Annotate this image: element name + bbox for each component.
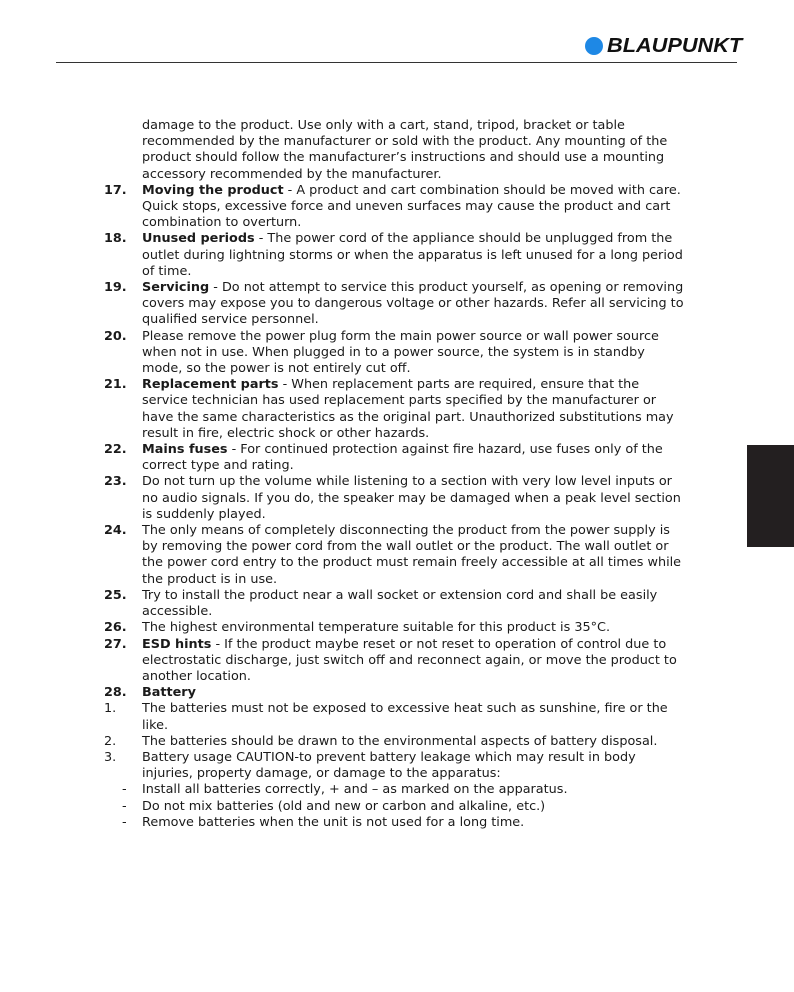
item-body: - When replacement parts are required, ensure that the service technician has used replacement parts specified by the manufacturer or have the same characteristics as the original part. Unauthorized substitutions may result in fire, electric shock or other hazards. — [142, 377, 674, 441]
battery-list-item — [104, 701, 684, 733]
item-text — [142, 442, 684, 474]
item-body: Please remove the power plug form the main power source or wall power source when not in use. When plugged in to a power source, the system is in standby mode, so the power is not entirely cut off. — [142, 328, 659, 377]
item-number: 26. — [104, 620, 127, 636]
dash-bullet: - — [122, 798, 127, 814]
list-item — [104, 685, 684, 701]
section-tab-marker — [747, 445, 794, 547]
item-number: 18. — [104, 231, 127, 247]
dash-item-text: Do not mix batteries (old and new or carbon and alkaline, etc.) — [142, 798, 546, 814]
item-title: Battery — [142, 685, 196, 701]
battery-item-text: The batteries should be drawn to the environmental aspects of battery disposal. — [142, 733, 658, 749]
dash-list-item — [104, 799, 684, 815]
item-number: 19. — [104, 280, 127, 296]
brand-name: BLAUPUNKT — [607, 34, 743, 57]
item-text — [142, 620, 684, 636]
item-text — [142, 588, 684, 620]
instructions-body — [104, 118, 684, 831]
continuation-paragraph: damage to the product. Use only with a cart, stand, tripod, bracket or table recommended by the manufacturer or sold with the product. Any mounting of the product should follow the manufacturer’s instructions and should use a mounting accessory recommended by the manufacturer. — [142, 118, 668, 182]
battery-item-number: 2. — [104, 733, 117, 749]
list-item — [104, 183, 684, 232]
item-number: 17. — [104, 182, 127, 198]
item-text — [142, 474, 684, 523]
item-number: 20. — [104, 328, 127, 344]
page-header — [56, 28, 743, 63]
item-text — [142, 183, 684, 232]
item-number: 22. — [104, 442, 127, 458]
item-title: Mains fuses — [142, 442, 228, 458]
dash-list-item — [104, 815, 684, 831]
dash-item-text: Install all batteries correctly, + and – as marked on the apparatus. — [142, 782, 568, 798]
item-number: 21. — [104, 377, 127, 393]
item-text — [142, 280, 684, 329]
item-number: 23. — [104, 474, 127, 490]
list-item — [104, 377, 684, 442]
list-item — [104, 280, 684, 329]
item-title: Moving the product — [142, 182, 284, 198]
list-item — [104, 620, 684, 636]
item-text — [142, 231, 684, 280]
battery-list-item — [104, 734, 684, 750]
item-number: 28. — [104, 685, 127, 701]
list-item — [104, 442, 684, 474]
item-body: - A product and cart combination should be moved with care. Quick stops, excessive force and uneven surfaces may cause the product and cart combination to overturn. — [142, 182, 681, 231]
list-item — [104, 588, 684, 620]
dash-item-text: Remove batteries when the unit is not used for a long time. — [142, 814, 525, 830]
item-text — [142, 377, 684, 442]
battery-item-text: Battery usage CAUTION-to prevent battery leakage which may result in body injuries, property damage, or damage to the apparatus: — [142, 749, 636, 782]
item-title: Servicing — [142, 280, 210, 296]
item-text — [142, 523, 684, 588]
item-number: 27. — [104, 636, 127, 652]
item-body: - For continued protection against fire hazard, use fuses only of the correct type and rating. — [142, 442, 663, 474]
item-title: ESD hints — [142, 636, 212, 652]
list-item — [104, 523, 684, 588]
item-text — [142, 637, 684, 686]
item-number: 24. — [104, 523, 127, 539]
battery-list — [104, 701, 684, 782]
battery-item-number: 3. — [104, 749, 117, 765]
battery-list-item — [104, 750, 684, 782]
battery-dash-list — [104, 782, 684, 831]
item-title: Unused periods — [142, 231, 255, 247]
item-body: - The power cord of the appliance should be unplugged from the outlet during lightning storms or when the apparatus is left unused for a long period of time. — [142, 231, 683, 279]
item-text — [142, 685, 684, 701]
item-number: 25. — [104, 587, 127, 603]
list-item — [104, 474, 684, 523]
battery-item-number: 1. — [104, 701, 117, 717]
brand-logo — [585, 34, 743, 58]
list-item — [104, 329, 684, 378]
dash-bullet: - — [122, 814, 127, 830]
item-body: - If the product maybe reset or not reset to operation of control due to electrostatic discharge, just switch off and reconnect again, or move the product to another location. — [142, 636, 677, 684]
brand-dot-icon — [585, 37, 603, 55]
item-title: Replacement parts — [142, 377, 279, 393]
item-body: The only means of completely disconnecting the product from the power supply is by removing the power cord from the wall outlet or the product. The wall outlet or the power cord entry to the product must remain freely accessible at all times while the product is in use. — [142, 523, 682, 587]
item-body: Try to install the product near a wall socket or extension cord and shall be easily accessible. — [142, 587, 658, 620]
dash-bullet: - — [122, 782, 127, 798]
list-item — [104, 637, 684, 686]
dash-list-item — [104, 782, 684, 798]
list-item — [104, 231, 684, 280]
numbered-list — [104, 183, 684, 702]
battery-item-text: The batteries must not be exposed to excessive heat such as sunshine, fire or the like. — [142, 701, 668, 733]
item-text — [142, 329, 684, 378]
item-body: Do not turn up the volume while listening to a section with very low level inputs or no audio signals. If you do, the speaker may be damaged when a peak level section is suddenly played. — [142, 474, 681, 522]
item-body: - Do not attempt to service this product yourself, as opening or removing covers may expose you to dangerous voltage or other hazards. Refer all servicing to qualified service personnel. — [142, 280, 684, 328]
item-body: The highest environmental temperature suitable for this product is 35°C. — [142, 620, 611, 636]
